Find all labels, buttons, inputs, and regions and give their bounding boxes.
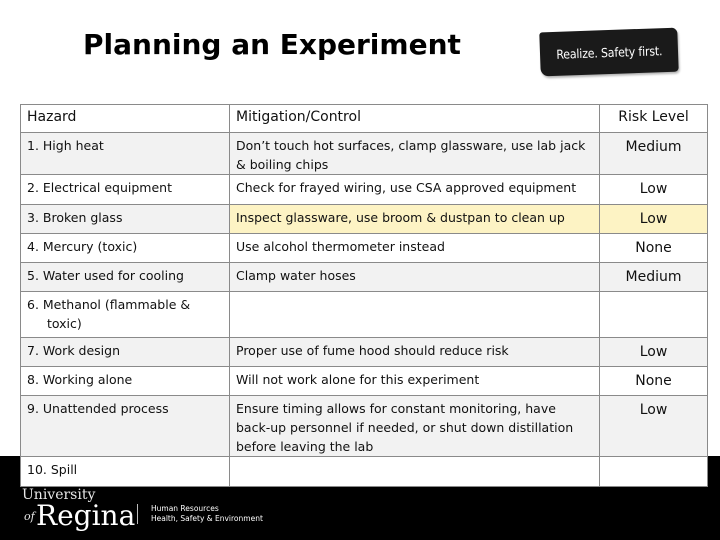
table-row [21,396,708,457]
risk-cell [600,457,708,487]
mitigation-cell: Ensure timing allows for constant monitoring, have back-up personnel if needed, or shut down distillation before leaving the lab [230,396,600,457]
hazard-table [20,104,708,487]
footer-department [151,504,263,524]
table-row [21,234,708,263]
safety-badge-text: Realize. Safety first. [555,42,663,62]
risk-cell: Low [600,338,708,367]
hazard-cell: 5. Water used for cooling [21,263,230,292]
university-logo-of: of [24,510,35,523]
mitigation-cell: Use alcohol thermometer instead [230,234,600,263]
mitigation-cell: Don’t touch hot surfaces, clamp glassware, use lab jack & boiling chips [230,133,600,175]
table-header-row [21,105,708,133]
hazard-cell: 2. Electrical equipment [21,175,230,205]
mitigation-cell: Check for frayed wiring, use CSA approved equipment [230,175,600,205]
hazard-cell [21,292,230,338]
hazard-cell: 1. High heat [21,133,230,175]
table-row [21,367,708,396]
mitigation-cell-highlighted: Inspect glassware, use broom & dustpan to clean up [230,205,600,234]
table-row [21,263,708,292]
risk-cell: Low [600,175,708,205]
risk-cell [600,292,708,338]
table-row [21,133,708,175]
risk-cell-highlighted: Low [600,205,708,234]
table-row [21,338,708,367]
table-row [21,175,708,205]
mitigation-cell [230,292,600,338]
risk-cell: Medium [600,133,708,175]
mitigation-cell: Proper use of fume hood should reduce risk [230,338,600,367]
university-logo-line: University [22,487,96,503]
mitigation-cell [230,457,600,487]
hazard-cell: 10. Spill [21,457,230,487]
risk-cell: None [600,367,708,396]
risk-cell: None [600,234,708,263]
university-logo [22,487,136,536]
university-logo-regina: Regina [36,499,136,532]
table-row [21,457,708,487]
page-title: Planning an Experiment [83,28,461,61]
hazard-cell: 4. Mercury (toxic) [21,234,230,263]
footer-divider [137,504,138,524]
table-row [21,205,708,234]
header-hazard: Hazard [21,105,230,133]
footer-department-line1: Human Resources [151,504,219,513]
table-row [21,292,708,338]
hazard-cell-text: 6. Methanol (flammable & toxic) [27,297,191,331]
hazard-cell: 7. Work design [21,338,230,367]
risk-cell: Medium [600,263,708,292]
mitigation-cell: Will not work alone for this experiment [230,367,600,396]
header-risk-level: Risk Level [600,105,708,133]
safety-badge [539,28,678,77]
risk-cell: Low [600,396,708,457]
mitigation-cell: Clamp water hoses [230,263,600,292]
footer-department-line2: Health, Safety & Environment [151,514,263,523]
hazard-cell: 3. Broken glass [21,205,230,234]
hazard-cell: 8. Working alone [21,367,230,396]
hazard-cell: 9. Unattended process [21,396,230,457]
header-mitigation: Mitigation/Control [230,105,600,133]
